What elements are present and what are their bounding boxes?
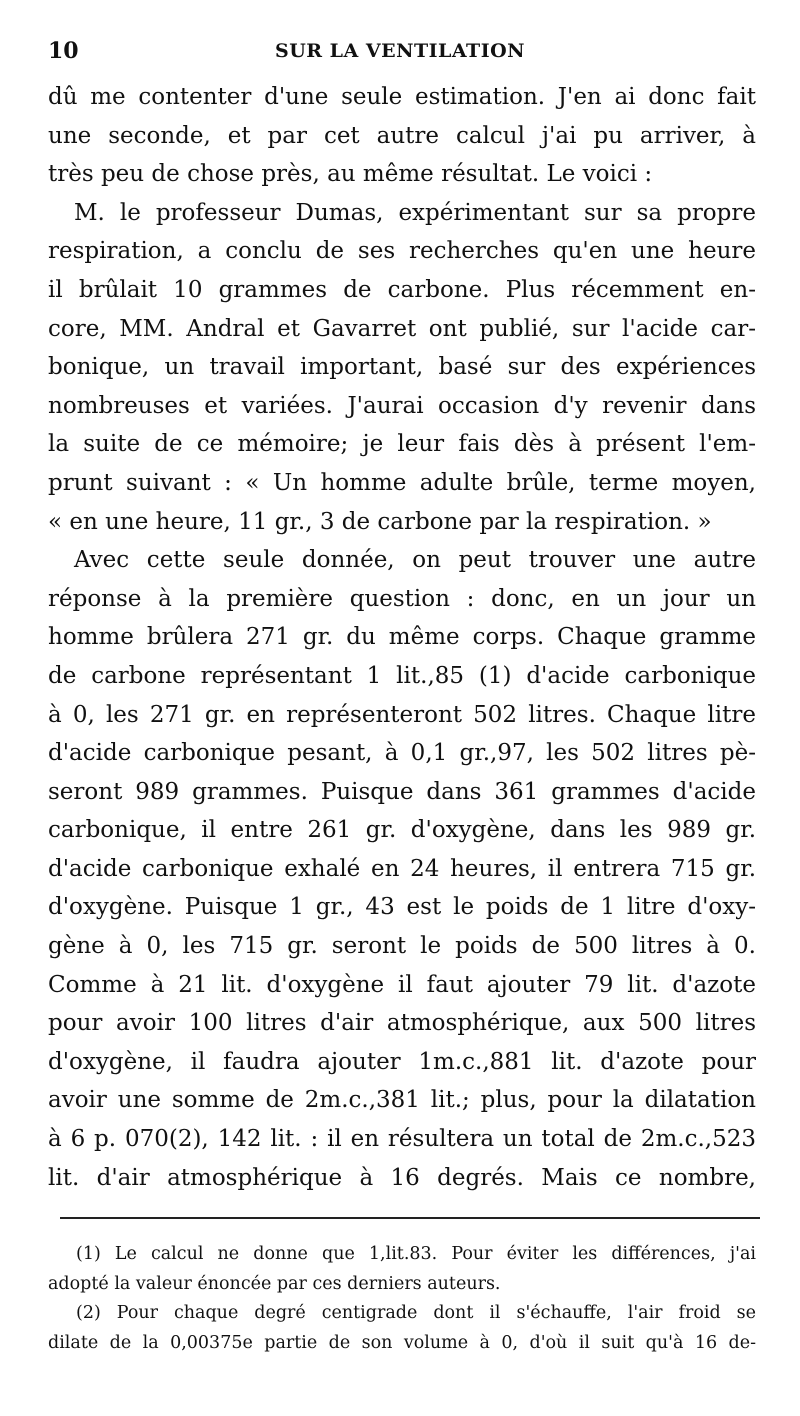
footnote-line: (2) Pour chaque degré centigrade dont il s'échauffe, l'air froid se [76,1303,756,1323]
text-line: bonique, un travail important, basé sur des expériences [48,354,756,381]
text-line: d'oxygène, il faudra ajouter 1m.c.,881 lit. d'azote pour [48,1048,756,1075]
text-line: gène à 0, les 715 gr. seront le poids de 500 litres à 0. [48,933,756,960]
text-line: prunt suivant : « Un homme adulte brûle, terme moyen, [48,469,756,496]
text-line: « en une heure, 11 gr., 3 de carbone par la respiration. » [48,508,712,535]
text-line: M. le professeur Dumas, expérimentant sur sa propre [74,199,756,226]
text-line: dû me contenter d'une seule estimation. J'en ai donc fait [48,84,756,110]
text-line: pour avoir 100 litres d'air atmosphérique, aux 500 litres [48,1010,756,1037]
text-line: d'oxygène. Puisque 1 gr., 43 est le poids de 1 litre d'oxy- [48,894,756,921]
text-line: d'acide carbonique pesant, à 0,1 gr.,97, les 502 litres pè- [48,740,756,767]
text-line: à 0, les 271 gr. en représenteront 502 litres. Chaque litre [48,701,756,728]
text-line: à 6 p. 070(2), 142 lit. : il en résultera un total de 2m.c.,523 [48,1126,756,1153]
running-head: SUR LA VENTILATION [274,40,526,62]
text-line: de carbone représentant 1 lit.,85 (1) d'acide carbonique [48,662,756,689]
text-line: Avec cette seule donnée, on peut trouver une autre [74,547,756,574]
page-header [48,38,752,68]
page-number: 10 [48,38,79,64]
text-line: nombreuses et variées. J'aurai occasion d'y revenir dans [48,392,756,419]
text-line: d'acide carbonique exhalé en 24 heures, il entrera 715 gr. [48,855,756,882]
text-line: il brûlait 10 grammes de carbone. Plus récemment en- [48,276,756,303]
text-line: respiration, a conclu de ses recherches qu'en une heure [48,238,756,265]
text-line: une seconde, et par cet autre calcul j'ai pu arriver, à [48,122,756,149]
text-line: homme brûlera 271 gr. du même corps. Chaque gramme [48,624,756,651]
text-line: très peu de chose près, au même résultat. Le voici : [48,161,653,188]
footnote-divider [60,1217,760,1219]
text-line: réponse à la première question : donc, en un jour un [48,585,756,612]
footnotes [48,1240,756,1358]
text-line: lit. d'air atmosphérique à 16 degrés. Mais ce nombre, [48,1164,756,1191]
text-line: la suite de ce mémoire; je leur fais dès à présent l'em- [48,431,756,458]
text-line: avoir une somme de 2m.c.,381 lit.; plus, pour la dilatation [48,1087,756,1114]
footnote-line: adopté la valeur énoncée par ces derniers auteurs. [48,1273,501,1294]
footnote-line: dilate de la 0,00375e partie de son volume à 0, d'où il suit qu'à 16 de- [48,1332,756,1353]
text-line: core, MM. Andral et Gavarret ont publié, sur l'acide car- [48,315,756,342]
body-text [48,78,756,1197]
text-line: carbonique, il entre 261 gr. d'oxygène, dans les 989 gr. [48,817,756,844]
footnote-line: (1) Le calcul ne donne que 1,lit.83. Pour éviter les différences, j'ai [76,1244,756,1264]
text-line: seront 989 grammes. Puisque dans 361 grammes d'acide [48,778,756,805]
text-line: Comme à 21 lit. d'oxygène il faut ajouter 79 lit. d'azote [48,971,756,998]
